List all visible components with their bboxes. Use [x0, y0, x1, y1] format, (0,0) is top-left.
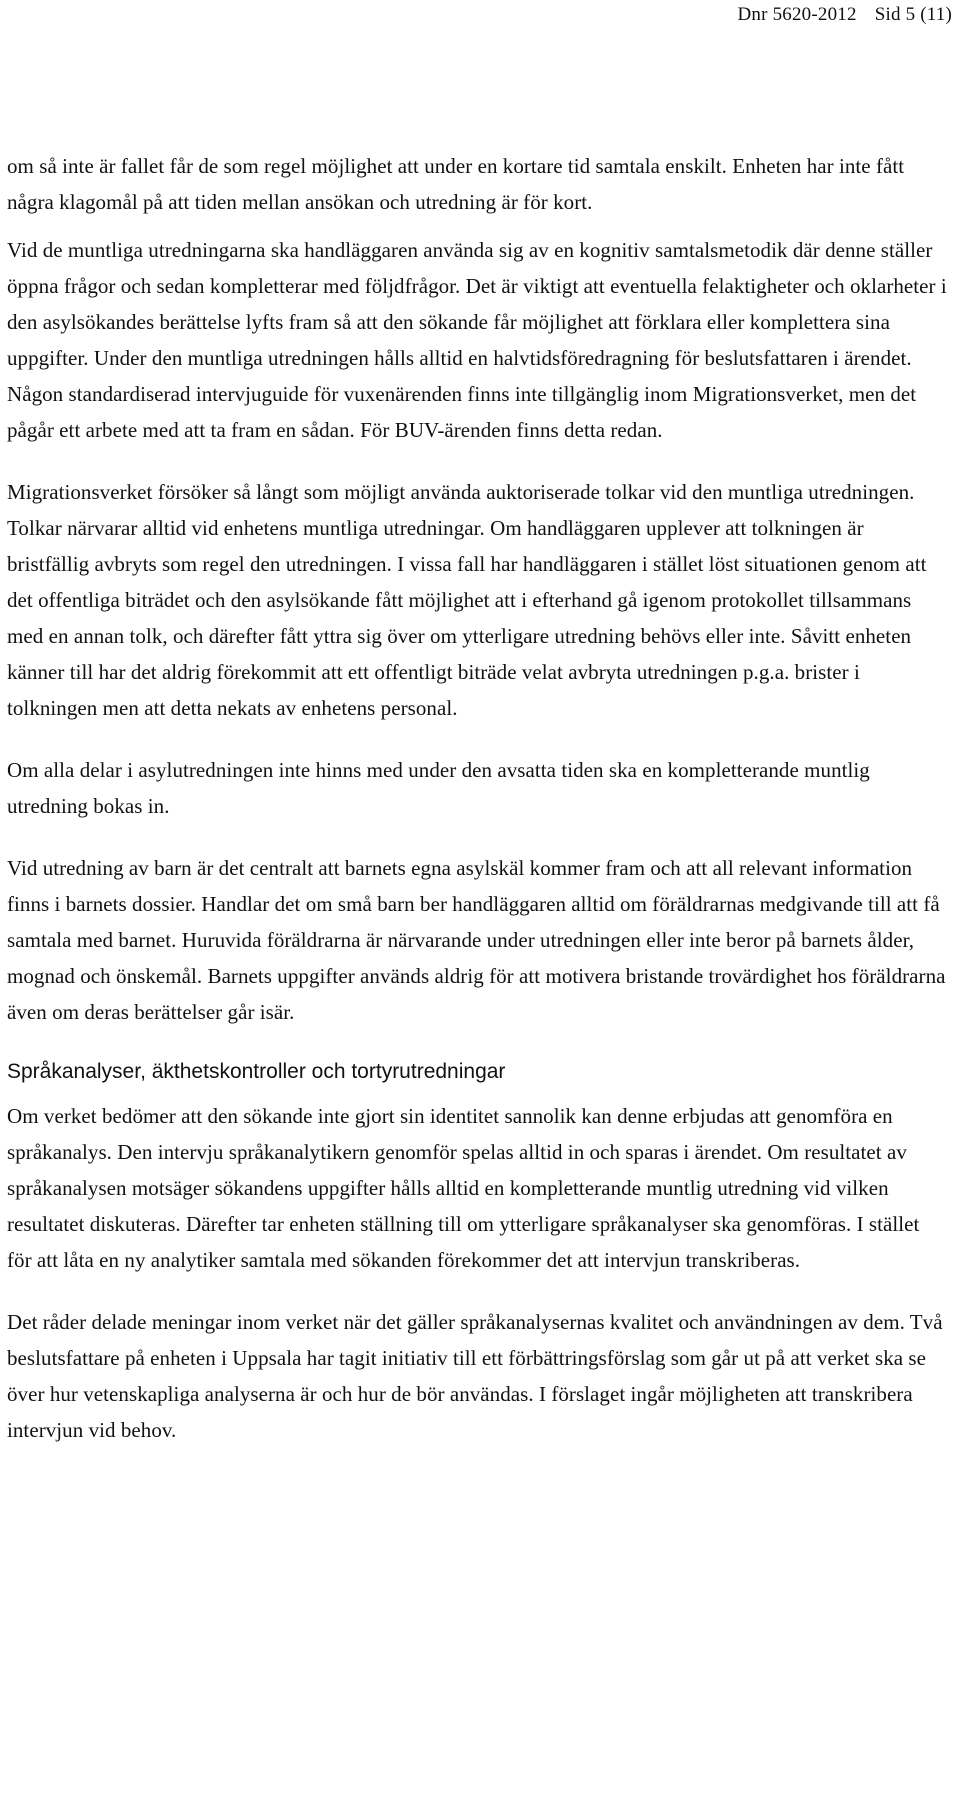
- body-paragraph: om så inte är fallet får de som regel möjlighet att under en kortare tid samtala enskilt. Enheten har inte fått några klagomål på att tiden mellan ansökan och utredning är för kort.: [7, 154, 905, 214]
- body-paragraph: Det råder delade meningar inom verket när det gäller språkanalysernas kvalitet och användningen av dem. Två beslutsfattare på enheten i Uppsala har tagit initiativ till ett förbättringsförslag som går ut på att verket ska se över hur vetenskapliga analyserna är och hur de bör användas. I förslaget ingår möjligheten att transkribera intervjun vid behov.: [7, 1310, 943, 1442]
- body-paragraph: Om alla delar i asylutredningen inte hinns med under den avsatta tiden ska en kompletterande muntlig utredning bokas in.: [7, 758, 870, 818]
- page-number: Sid 5 (11): [874, 4, 952, 25]
- page-header: [737, 4, 952, 26]
- body-paragraph: Migrationsverket försöker så långt som möjligt använda auktoriserade tolkar vid den muntliga utredningen. Tolkar närvarar alltid vid enhetens muntliga utredningar. Om handläggaren upplever att tolkningen är bristfällig avbryts som regel den utredningen. I vissa fall har handläggaren i stället löst situationen genom att det offentliga biträdet och den asylsökande fått möjlighet att i efterhand gå igenom protokollet tillsammans med en annan tolk, och därefter fått yttra sig över om ytterligare utredning behövs eller inte. Såvitt enheten känner till har det aldrig förekommit att ett offentligt biträde velat avbryta utredningen p.g.a. brister i tolkningen men att detta nekats av enhetens personal.: [7, 480, 927, 720]
- body-paragraph: Vid utredning av barn är det centralt att barnets egna asylskäl kommer fram och att all relevant information finns i barnets dossier. Handlar det om små barn ber handläggaren alltid om föräldrarnas medgivande till att få samtala med barnet. Huruvida föräldrarna är närvarande under utredningen eller inte beror på barnets ålder, mognad och önskemål. Barnets uppgifter används aldrig för att motivera bristande trovärdighet hos föräldrarna även om deras berättelser går isär.: [7, 856, 946, 1024]
- document-number: Dnr 5620-2012: [737, 4, 857, 25]
- document-body: [7, 148, 947, 1448]
- body-paragraph: Om verket bedömer att den sökande inte gjort sin identitet sannolik kan denne erbjudas att genomföra en språkanalys. Den intervju språkanalytikern genomför spelas alltid in och sparas i ärendet. Om resultatet av språkanalysen motsäger sökandens uppgifter hålls alltid en kompletterande muntlig utredning vid vilken resultatet diskuteras. Därefter tar enheten ställning till om ytterligare språkanalyser ska genomföras. I stället för att låta en ny analytiker samtala med sökanden förekommer det att intervjun transkriberas.: [7, 1104, 920, 1272]
- body-paragraph: Vid de muntliga utredningarna ska handläggaren använda sig av en kognitiv samtalsmetodik där denne ställer öppna frågor och sedan kompletterar med följdfrågor. Det är viktigt att eventuella felaktigheter och oklarheter i den asylsökandes berättelse lyfts fram så att den sökande får möjlighet att förklara eller komplettera sina uppgifter. Under den muntliga utredningen hålls alltid en halvtidsföredragning för beslutsfattaren i ärendet. Någon standardiserad intervjuguide för vuxenärenden finns inte tillgänglig inom Migrationsverket, men det pågår ett arbete med att ta fram en sådan. För BUV-ärenden finns detta redan.: [7, 238, 947, 442]
- section-heading: Språkanalyser, äkthetskontroller och tortyrutredningar: [7, 1060, 506, 1083]
